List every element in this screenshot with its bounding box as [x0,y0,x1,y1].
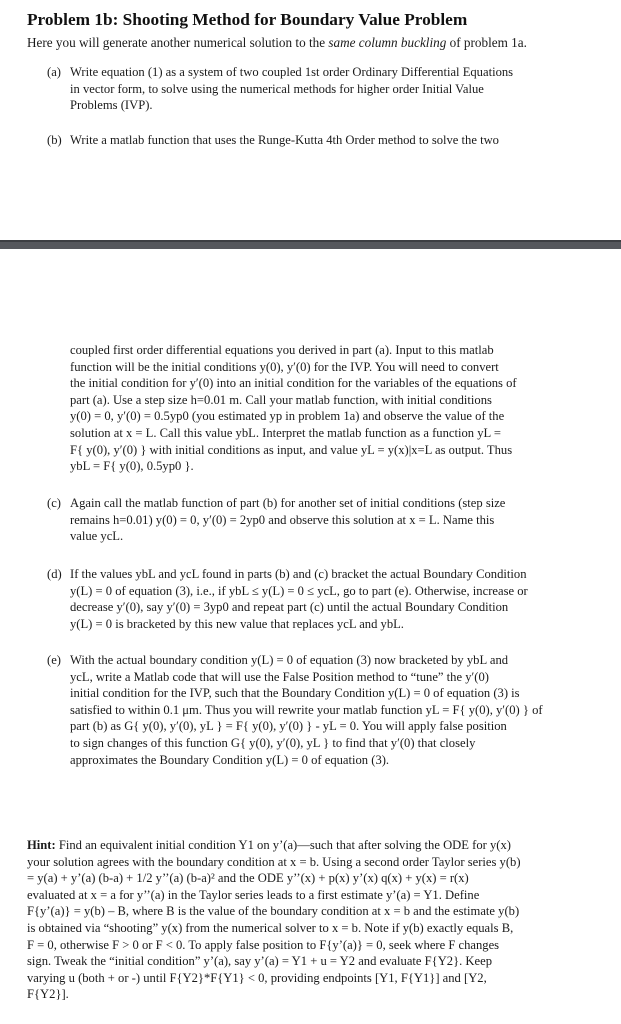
hint-line: sign. Tweak the “initial condition” y’(a), say y’(a) = Y1 + u = Y2 and evaluate F{Y2}. Keep [27,954,493,969]
part-d-line: y(L) = 0 is bracketed by this new value that replaces ycL and ybL. [70,616,404,631]
part-a [47,64,513,114]
hint-block [27,837,521,1003]
part-b-line: F{ y(0), y′(0) } with initial conditions as input, and value yL = y(x)|x=L as output. Thus [70,442,513,457]
part-a-line: in vector form, to solve using the numerical methods for higher order Initial Value [70,81,484,96]
page-divider [0,240,621,249]
part-c-line: remains h=0.01) y(0) = 0, y′(0) = 2yp0 and observe this solution at x = L. Name this [70,512,495,527]
part-e-line: With the actual boundary condition y(L) = 0 of equation (3) now bracketed by ybL and [70,653,509,667]
part-e-line: ycL, write a Matlab code that will use the False Position method to “tune” the y′(0) [70,669,489,684]
intro-text [27,34,527,51]
part-c-label: (c) [47,496,61,510]
part-b-continued [70,342,517,475]
part-e-line: satisfied to within 0.1 μm. Thus you will rewrite your matlab function yL = F{ y(0), y′(0) } of [70,702,543,717]
intro-after: of problem 1a. [446,35,527,50]
part-a-line: Write equation (1) as a system of two coupled 1st order Ordinary Differential Equations [70,65,514,79]
part-c [47,495,505,545]
part-b-header [47,132,499,149]
part-d-label: (d) [47,567,62,581]
part-b-line: part (a). Use a step size h=0.01 m. Call your matlab function, with initial conditions [70,392,492,407]
part-b-line: ybL = F{ y(0), 0.5yp0 }. [70,459,194,474]
part-b-line: coupled first order differential equations you derived in part (a). Input to this matlab [70,343,494,357]
part-e-line: initial condition for the IVP, such that the Boundary Condition y(L) = 0 of equation (3) is [70,686,520,701]
part-e-line: part (b) as G{ y(0), y′(0), yL } = F{ y(0), y′(0) } - yL = 0. You will apply false position [70,719,507,734]
hint-line: F{Y2}]. [27,987,69,1002]
hint-line: varying u (both + or -) until F{Y2}*F{Y1} < 0, providing endpoints [Y1, F{Y1}] and [Y2, [27,970,487,985]
hint-line: Find an equivalent initial condition Y1 on y’(a)—such that after solving the ODE for y(x) [55,838,511,852]
part-a-label: (a) [47,65,61,79]
hint-line: F = 0, otherwise F > 0 or F < 0. To apply false position to F{y’(a)} = 0, seek where F changes [27,937,500,952]
hint-line: evaluated at x = a for y’’(a) in the Taylor series leads to a first estimate y’(a) = Y1. Define [27,887,480,902]
part-b-line: y(0) = 0, y′(0) = 0.5yp0 (you estimated yp in problem 1a) and observe the value of the [70,409,505,424]
part-d [47,566,528,632]
part-a-line: Problems (IVP). [70,98,153,113]
part-b-line: solution at x = L. Call this value ybL. Interpret the matlab function as a function yL = [70,425,501,440]
hint-label: Hint: [27,838,56,852]
hint-line: F{y’(a)} = y(b) – B, where B is the value of the boundary condition at x = b and the estimate y(b) [27,904,520,919]
problem-title: Problem 1b: Shooting Method for Boundary Value Problem [27,10,468,29]
part-b-line: the initial condition for y′(0) into an initial condition for the variables of the equations of [70,376,517,391]
intro-before: Here you will generate another numerical solution to the [27,35,329,50]
intro-italic: same column buckling [328,35,447,50]
part-d-line: If the values ybL and ycL found in parts (b) and (c) bracket the actual Boundary Condition [70,567,527,581]
part-b-line: Write a matlab function that uses the Runge-Kutta 4th Order method to solve the two [70,133,499,147]
hint-line: is obtained via “shooting” y(x) from the numerical solver to x = b. Note if y(b) exactly equals B, [27,920,514,935]
part-d-line: decrease y′(0), say y′(0) = 3yp0 and repeat part (c) until the actual Boundary Condition [70,600,509,615]
part-e-line: to sign changes of this function G{ y(0), y′(0), yL } to find that y′(0) that closely [70,735,476,750]
part-c-line: Again call the matlab function of part (b) for another set of initial conditions (step size [70,496,506,510]
part-e-line: approximates the Boundary Condition y(L) = 0 of equation (3). [70,752,390,767]
part-e [47,652,543,768]
part-d-line: y(L) = 0 of equation (3), i.e., if ybL ≤ y(L) = 0 ≤ ycL, go to part (e). Otherwise, increase or [70,583,528,598]
part-c-line: value ycL. [70,529,124,544]
part-b-label: (b) [47,133,62,147]
part-b-line: function will be the initial conditions y(0), y′(0) for the IVP. You will need to convert [70,359,499,374]
hint-line: your solution agrees with the boundary condition at x = b. Using a second order Taylor series y(b) [27,854,521,869]
part-e-label: (e) [47,653,61,667]
hint-line: = y(a) + y’(a) (b-a) + 1/2 y’’(a) (b-a)² and the ODE y’’(x) + p(x) y’(x) q(x) + y(x) = r(x) [27,871,469,886]
